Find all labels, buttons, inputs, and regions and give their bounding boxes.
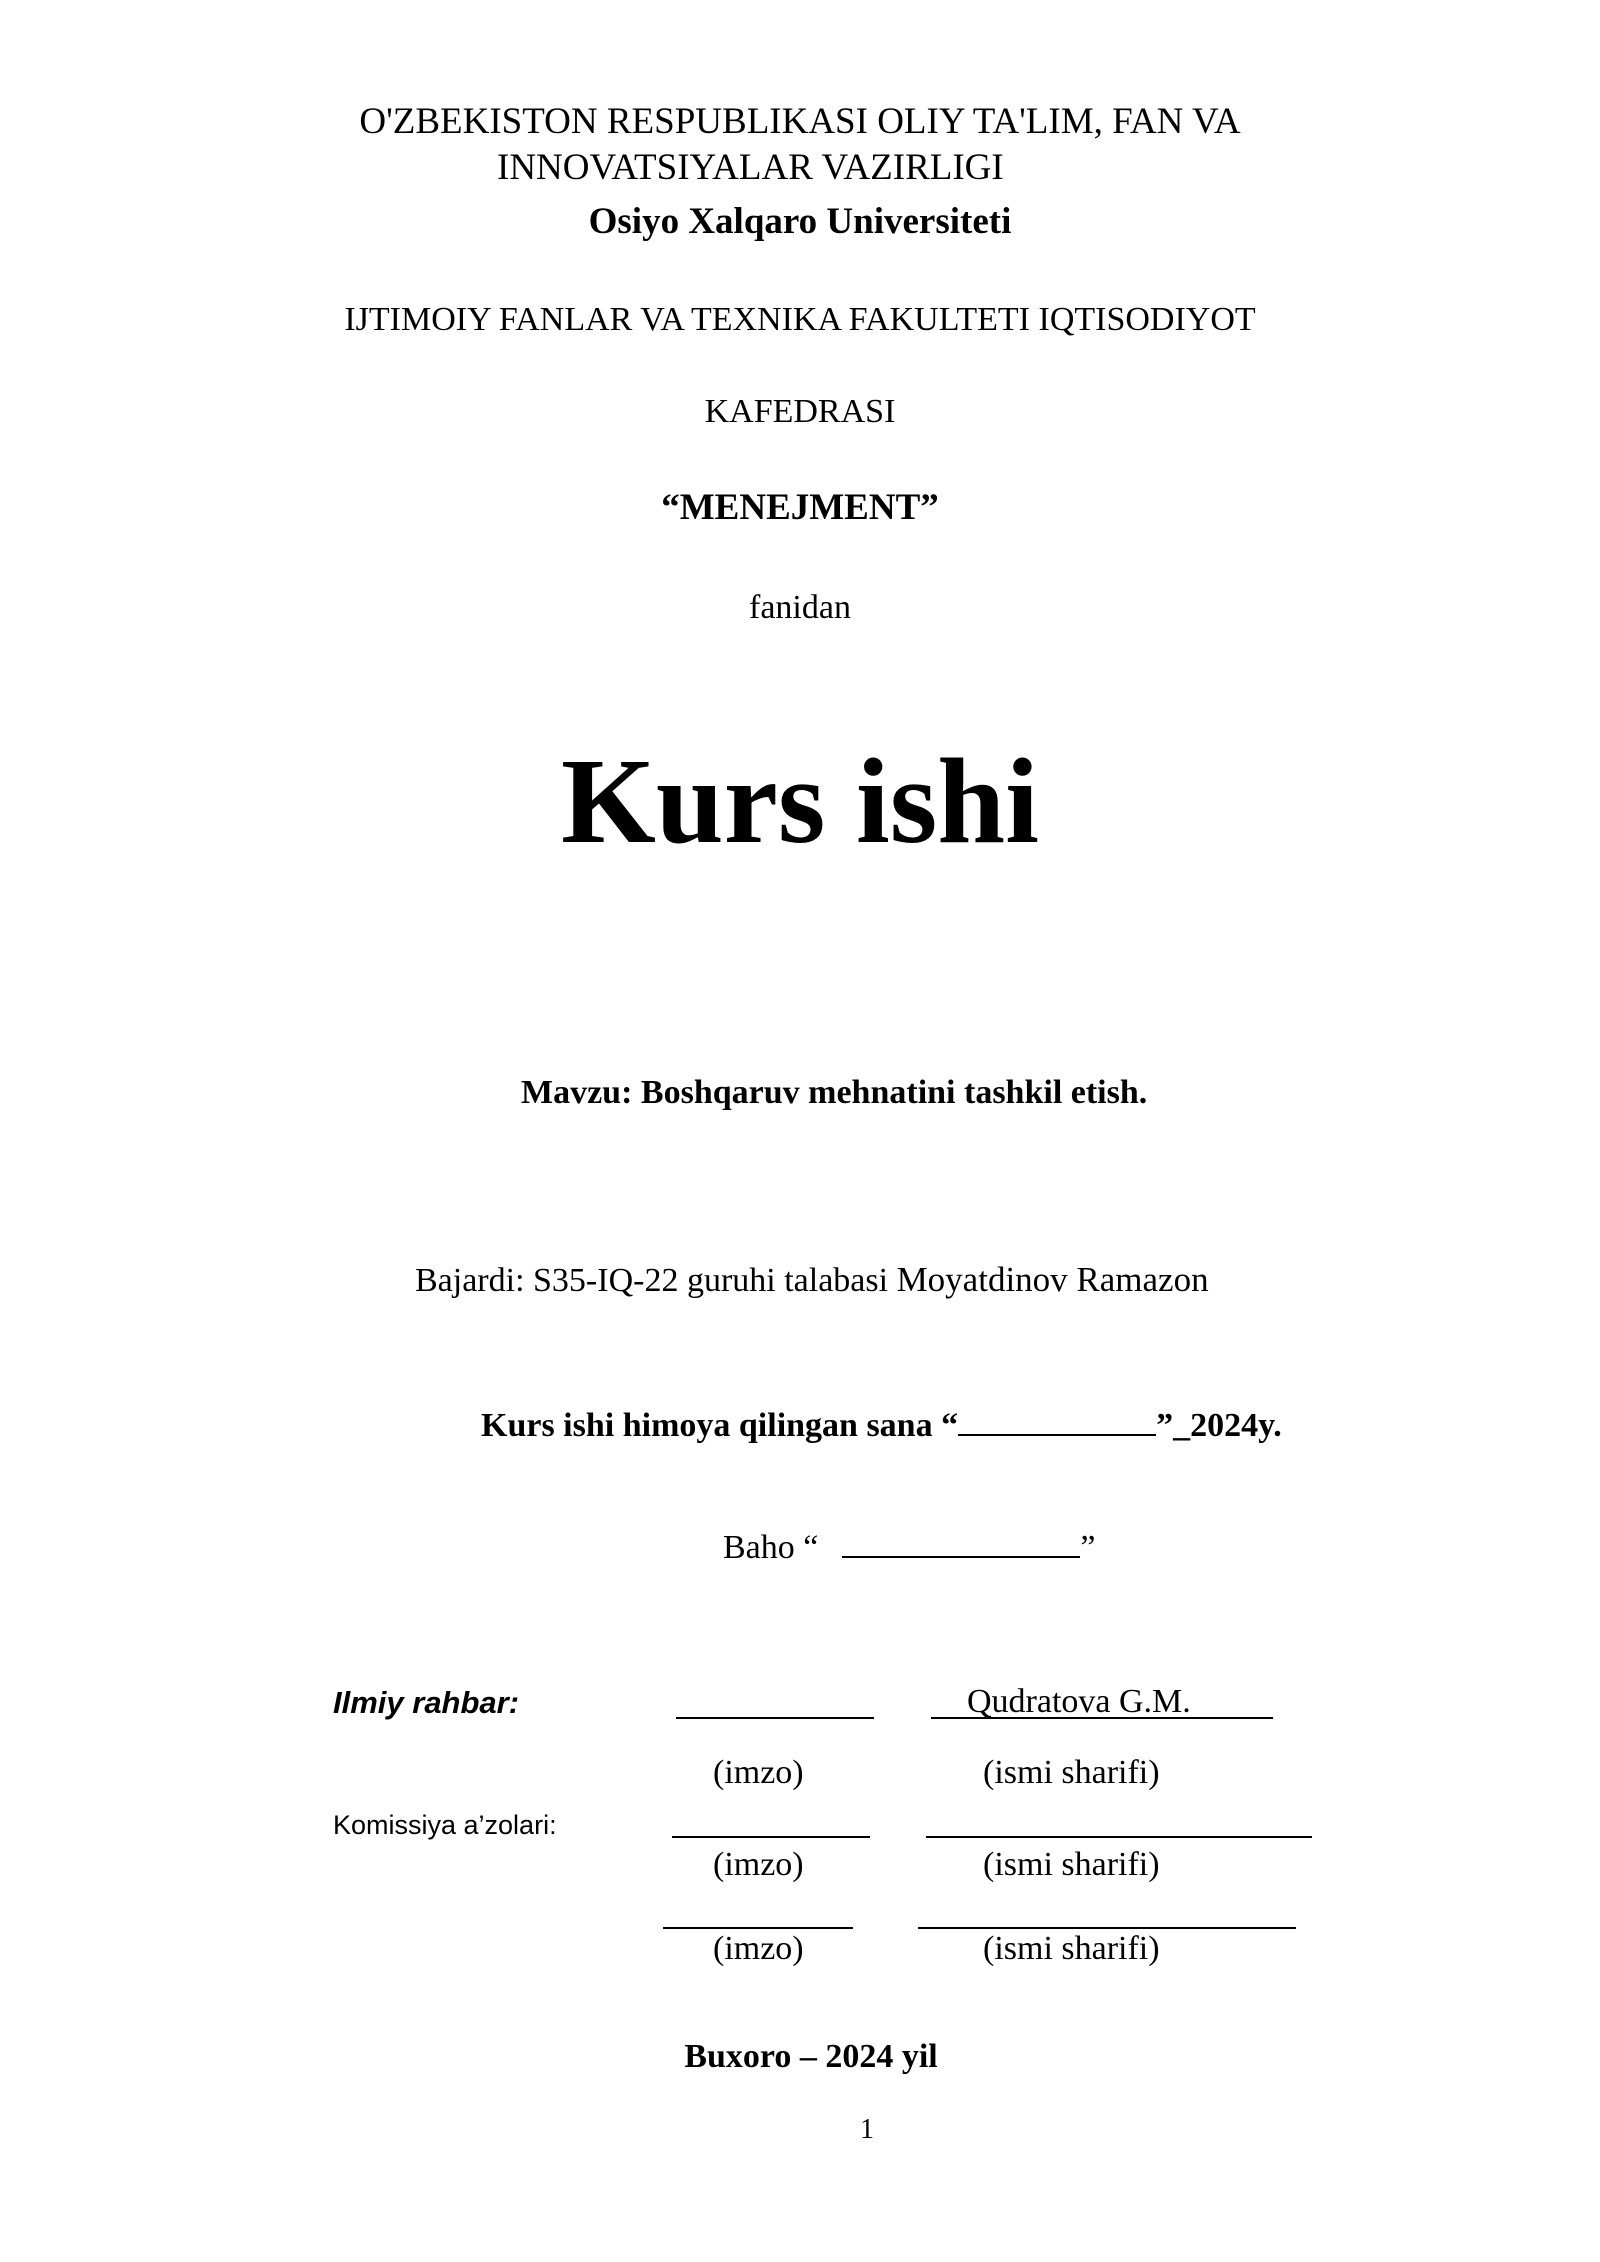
supervisor-sign-caption: (imzo) xyxy=(713,1754,804,1791)
city-year: Buxoro – 2024 yil xyxy=(684,2038,938,2075)
grade-label: Baho “ xyxy=(723,1529,819,1566)
supervisor-name-underline xyxy=(931,1717,1273,1719)
supervisor-name-caption: (ismi sharifi) xyxy=(983,1754,1160,1791)
grade-quote-close: ” xyxy=(1080,1529,1096,1566)
topic-line: Mavzu: Boshqaruv mehnatini tashkil etish. xyxy=(521,1074,1148,1111)
grade-blank xyxy=(842,1526,1080,1558)
commission-1-sign-caption: (imzo) xyxy=(713,1846,804,1883)
defense-date-blank xyxy=(958,1404,1156,1436)
document-title: Kurs ishi xyxy=(561,734,1039,869)
defense-date-quote-close: ” xyxy=(1156,1407,1174,1444)
supervisor-name: Qudratova G.M. xyxy=(967,1683,1191,1720)
grade-line xyxy=(723,1526,1095,1567)
performer-prefix: Bajardi: S35-IQ-22 guruhi talabasi xyxy=(415,1262,889,1299)
commission-1-name-caption: (ismi sharifi) xyxy=(983,1846,1160,1883)
defense-date-label: Kurs ishi himoya qilingan sana “ xyxy=(481,1407,959,1444)
commission-2-signature-line xyxy=(663,1927,853,1929)
page-number: 1 xyxy=(860,2114,874,2145)
university-name: Osiyo Xalqaro Universiteti xyxy=(588,201,1012,242)
subject-suffix: fanidan xyxy=(749,589,851,626)
ministry-line-1: O'ZBEKISTON RESPUBLIKASI OLIY TA'LIM, FAN VA xyxy=(359,101,1241,142)
commission-label: Komissiya a’zolari: xyxy=(333,1810,557,1840)
defense-date-line xyxy=(481,1404,1282,1445)
commission-1-signature-line xyxy=(672,1836,870,1838)
commission-2-sign-caption: (imzo) xyxy=(713,1930,804,1967)
performer-line xyxy=(415,1260,1209,1300)
commission-2-name-line xyxy=(918,1927,1296,1929)
subject-name: “MENEJMENT” xyxy=(661,487,939,528)
faculty-line-2: KAFEDRASI xyxy=(704,393,896,430)
supervisor-label: Ilmiy rahbar: xyxy=(333,1685,520,1720)
supervisor-signature-line xyxy=(676,1717,874,1719)
performer-name: Moyatdinov Ramazon xyxy=(896,1260,1209,1299)
defense-date-year: _2024y. xyxy=(1173,1407,1282,1444)
ministry-line-2: INNOVATSIYALAR VAZIRLIGI xyxy=(497,147,1004,188)
faculty-line-1: IJTIMOIY FANLAR VA TEXNIKA FAKULTETI IQTISODIYOT xyxy=(344,301,1256,338)
commission-1-name-line xyxy=(926,1836,1312,1838)
commission-2-name-caption: (ismi sharifi) xyxy=(983,1930,1160,1967)
